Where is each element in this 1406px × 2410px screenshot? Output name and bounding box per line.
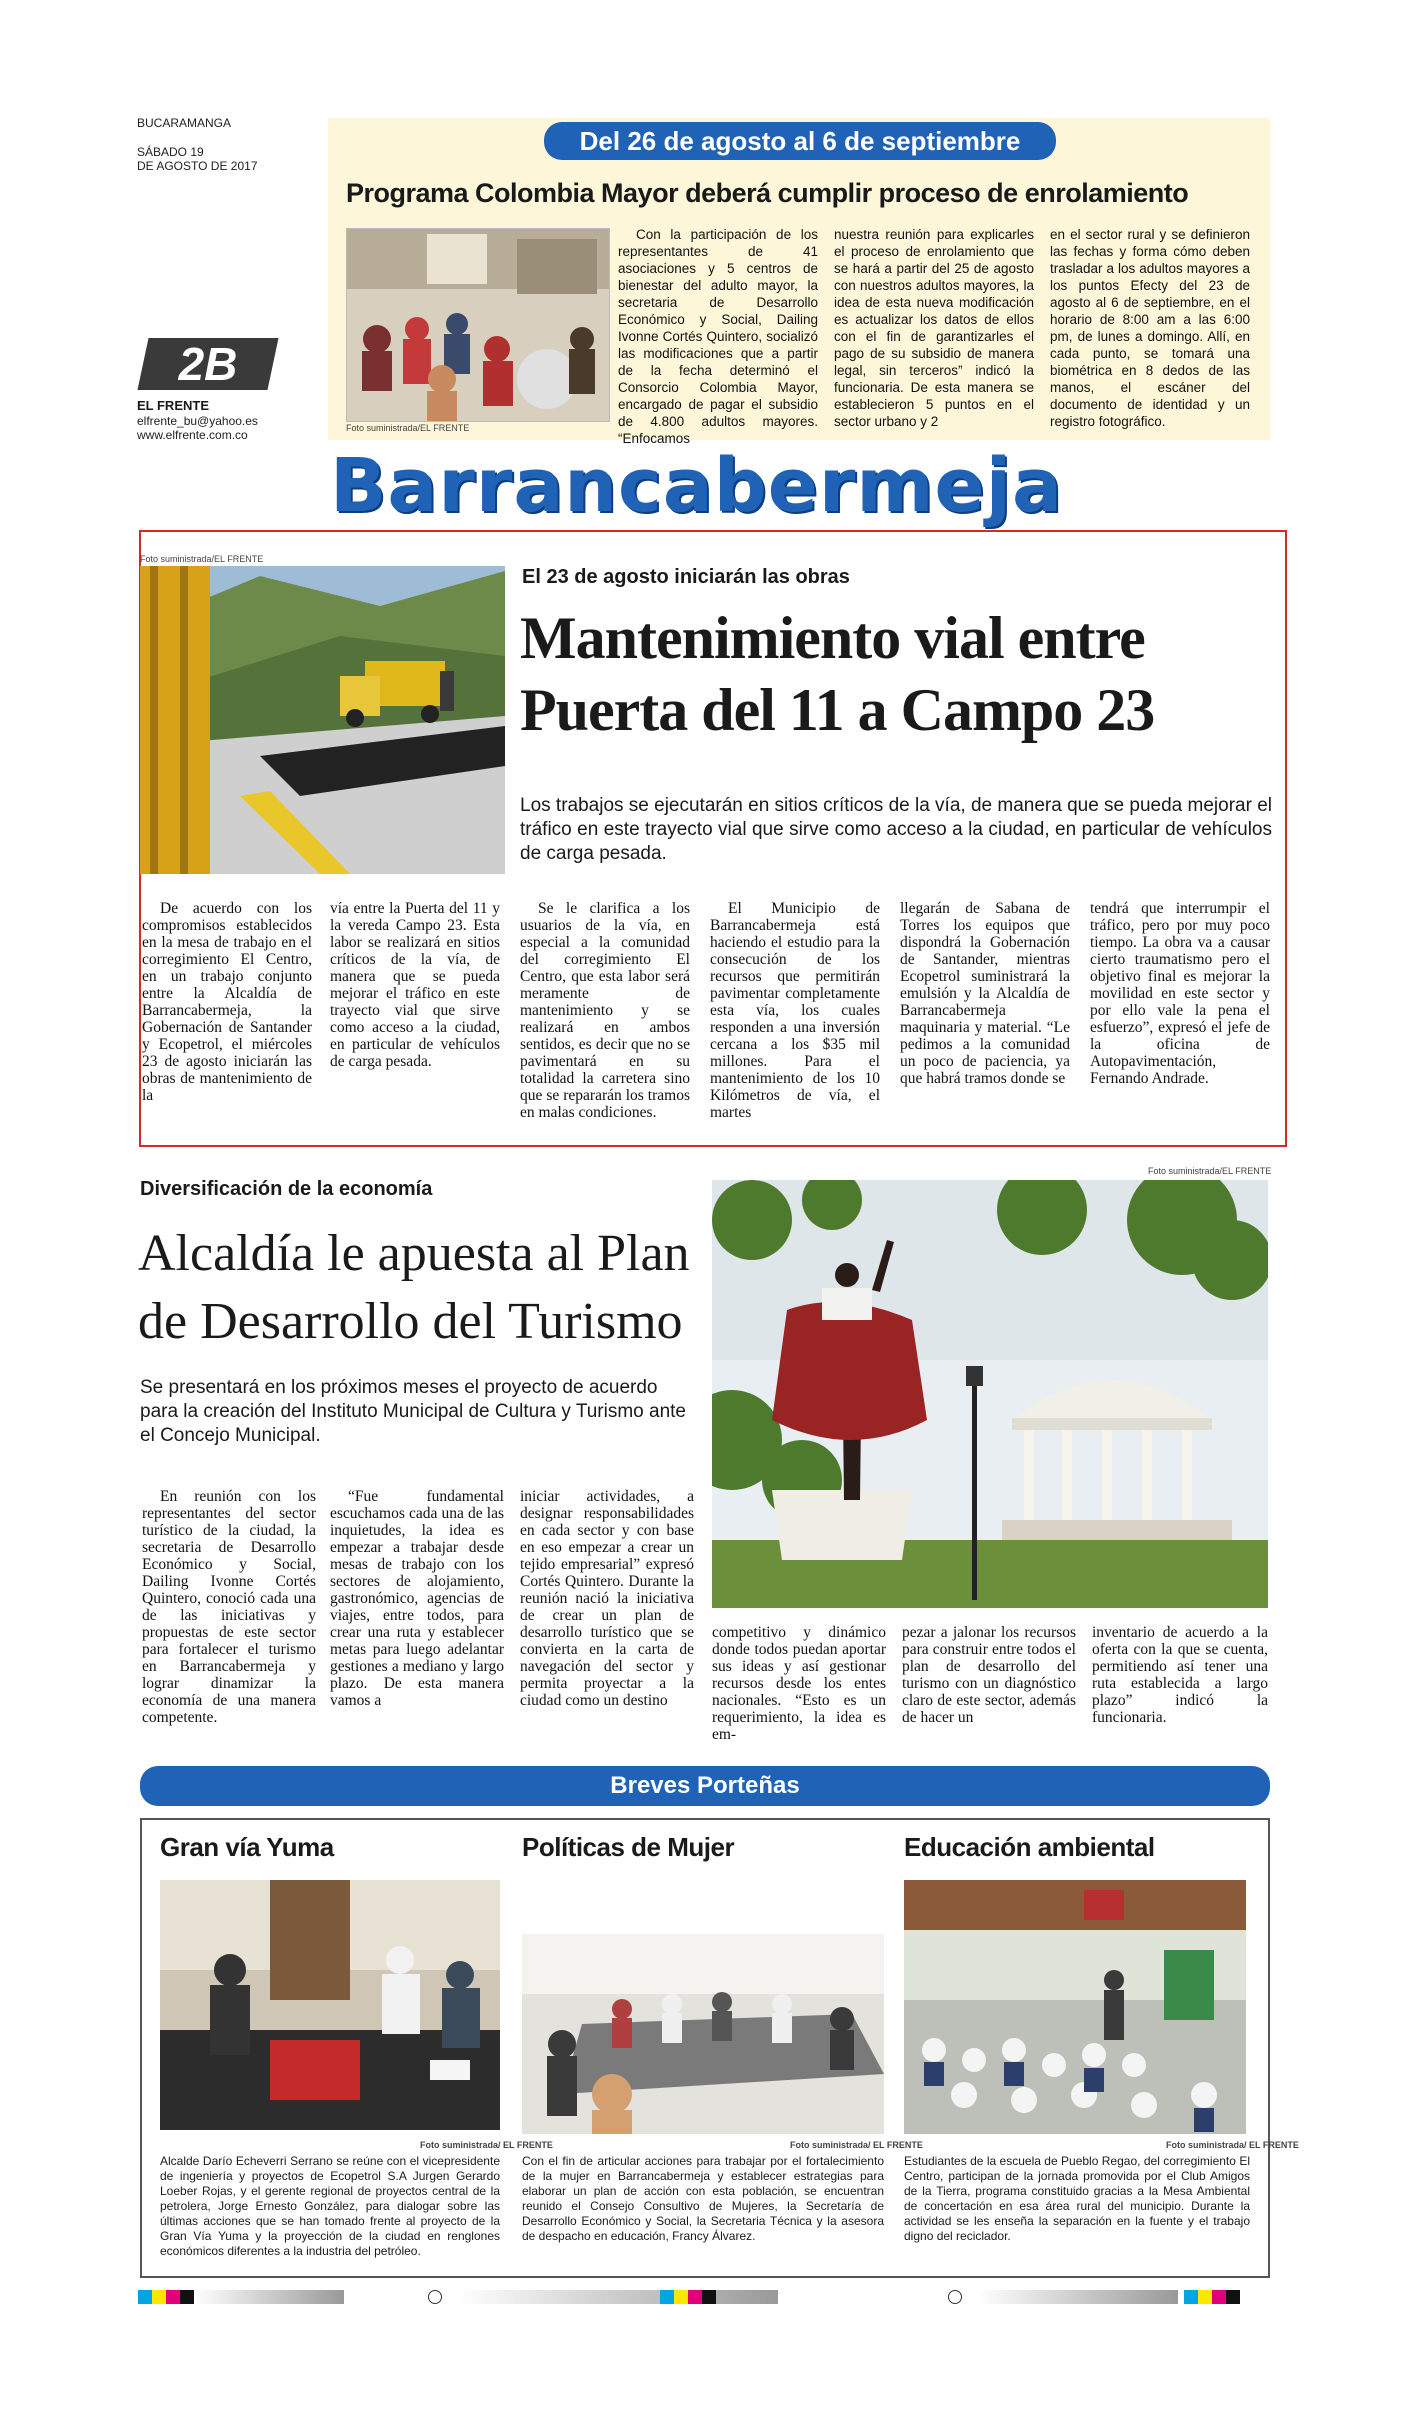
top-story-photo	[346, 228, 610, 422]
main-story-col-4-text: El Municipio de Barrancabermeja está haciendo el estudio para la consecución de los recursos que permitirán pavimentar completamente esta vía, los cuales responden a una inversión cercana a los $35 mil millones. Para el mantenimiento de los 10 Kilómetros de vía, el martes	[710, 900, 880, 1121]
breve-1-credit: Foto suministrada/ EL FRENTE	[420, 2140, 553, 2150]
top-story-box	[328, 118, 1270, 446]
tourism-col-6-text: inventario de acuerdo a la oferta con la que se cuenta, permitiendo así tener una ruta establecida a largo plazo” indicó la funcionaria.	[1092, 1624, 1268, 1726]
registration-mark-icon	[948, 2290, 962, 2304]
registration-mark-icon	[428, 2290, 442, 2304]
tourism-col-2-text: “Fue fundamental escuchamos cada una de las inquietudes, la idea es empezar a trabajar desde mesas de trabajo con los sectores de alojamiento, gastronómico, agencias de viajes, entre todos, para crear una ruta y establecer metas para luego adelantar gestiones a mediano y largo plazo. De esta manera vamos a	[330, 1488, 504, 1709]
meeting-photo-illustration	[347, 229, 609, 421]
date-banner: Del 26 de agosto al 6 de septiembre	[544, 122, 1056, 160]
date-line-2: DE AGOSTO DE 2017	[137, 159, 258, 173]
tourism-col-3-text: iniciar actividades, a designar responsabilidades en cada sector y con base en eso empezar a crear un tejido empresarial” expresó Cortés Quintero. Durante la reunión nació la iniciativa de crear un plan de desarrollo turístico que se convierta en la carta de navegación del sector y permita proyectar a la ciudad como un destino	[520, 1488, 694, 1709]
main-story-col-5	[900, 900, 1070, 1089]
main-story-headline-1: Mantenimiento vial entre	[520, 605, 1145, 671]
tourism-col-3	[520, 1488, 694, 1711]
top-story-col-3-text: en el sector rural y se definieron las fechas y forma cómo deben trasladar a los adultos mayores a los puntos Efecty del 23 de agosto al 6 de septiembre, en el horario de 8:00 am a las 6:00 pm, de lunes a domingo. Allí, en cada punto, se tomará una biométrica en 8 dedos de las manos, el escáner del documento de identidad y un registro fotográfico.	[1050, 227, 1250, 429]
tourism-col-2	[330, 1488, 504, 1711]
office-meeting-photo-illustration	[160, 1880, 500, 2130]
tourism-headline-2: de Desarrollo del Turismo	[138, 1293, 683, 1350]
main-story-col-1-text: De acuerdo con los compromisos establecidos en la mesa de trabajo en el corregimiento El Centro, en un trabajo conjunto entre la Alcaldía de Barrancabermeja, la Gobernación de Santander y Ecopetrol, el miércoles 23 de agosto iniciarán las obras de mantenimiento de la	[142, 900, 312, 1104]
tourism-col-1	[142, 1488, 316, 1728]
top-story-photo-credit: Foto suministrada/EL FRENTE	[346, 423, 470, 433]
main-story-photo	[140, 566, 505, 874]
email: elfrente_bu@yahoo.es	[137, 414, 258, 428]
monument-plaza-photo-illustration	[712, 1180, 1268, 1608]
tourism-photo	[712, 1180, 1268, 1608]
tourism-col-5-text: pezar a jalonar los recursos para construir entre todos el plan de desarrollo del turismo con un diagnóstico claro de este sector, además de hacer un	[902, 1624, 1076, 1726]
breve-2-caption: Con el fin de articular acciones para trabajar por el fortalecimiento de la mujer en Barrancabermeja y establecer estrategias para elaborar un plan de acción con esta población, se encuentran reunido el Consejo Consultivo de Mujeres, la Secretaría de Desarrollo Económico y Social, la Secretaria Técnica y la asesora de despacho en educación, Francy Álvarez.	[522, 2154, 884, 2243]
main-story-lead: Los trabajos se ejecutarán en sitios críticos de la vía, de manera que se pueda mejorar el tráfico en este trayecto vial que sirve como acceso a la ciudad, en particular de vehículos de carga pesada.	[520, 795, 1272, 864]
breve-1-photo	[160, 1880, 500, 2130]
top-story-col-2	[834, 226, 1034, 432]
main-story-col-5-text: llegarán de Sabana de Torres los equipos que dispondrá la Gobernación de Santander, mientras Ecopetrol suministrará la emulsión y la Alcaldía de Barrancabermeja maquinaria y material. “Le pedimos a la comunidad un poco de paciencia, ya que habrá tramos donde se	[900, 900, 1070, 1087]
main-story-col-2	[330, 900, 500, 1072]
top-story-col-1	[618, 226, 818, 449]
tourism-col-4-text: competitivo y dinámico donde todos puedan aportar sus ideas y así gestionar recursos desde los entes nacionales. “Esto es un requerimiento, la idea es em-	[712, 1624, 886, 1743]
page-code: 2B	[178, 338, 238, 390]
tourism-col-4	[712, 1624, 886, 1745]
breve-3-photo	[904, 1880, 1246, 2134]
main-story-col-6-text: tendrá que interrumpir el tráfico, pero por muy poco tiempo. La obra va a causar cierto traumatismo pero el objetivo final es mejorar la movilidad en este sector y por ello vale la pena el esfuerzo”, expresó el jefe de la oficina de Autopavimentación, Fernando Andrade.	[1090, 900, 1270, 1087]
top-story-col-2-text: nuestra reunión para explicarles el proceso de enrolamiento que se hará a partir del 25 de agosto con nuestros adultos mayores, la idea de esta nueva modificación es actualizar los datos de ellos con el fin de garantizarles el pago de su subsidio de manera legal, sin terceros” indicó la funcionaria. De esta manera se establecieron 5 puntos en el sector urbano y 2	[834, 227, 1034, 429]
tourism-photo-credit: Foto suministrada/EL FRENTE	[1148, 1166, 1272, 1176]
breve-2-credit: Foto suministrada/ EL FRENTE	[790, 2140, 923, 2150]
main-story-col-1	[142, 900, 312, 1106]
tourism-kicker: Diversificación de la economía	[140, 1178, 433, 1200]
main-story-col-4	[710, 900, 880, 1123]
breve-1-title: Gran vía Yuma	[160, 1832, 334, 1862]
breve-3-caption: Estudiantes de la escuela de Pueblo Regao, del corregimiento El Centro, participan de la jornada promovida por el Club Amigos de la Tierra, programa constituido gracias a la Mesa Ambiental de concertación en esa área rural del municipio. Durante la actividad se les enseña la separación en la fuente y el trabajo digno del reciclador.	[904, 2154, 1250, 2243]
women-council-meeting-photo-illustration	[522, 1934, 884, 2134]
tourism-col-1-text: En reunión con los representantes del sector turístico de la ciudad, la secretaria de Desarrollo Económico y Social, Dailing Ivonne Cortés Quintero, conoció cada una de las iniciativas y propuestas de este sector para fortalecer el turismo en Barrancabermeja y lograr dinamizar la economía de una manera competente.	[142, 1488, 316, 1726]
main-story-col-6	[1090, 900, 1270, 1089]
page-code-badge	[143, 338, 273, 390]
breve-3-credit: Foto suministrada/ EL FRENTE	[1166, 2140, 1299, 2150]
section-title: Barrancabermeja	[330, 443, 1063, 529]
top-story-title: Programa Colombia Mayor deberá cumplir proceso de enrolamiento	[346, 178, 1189, 208]
main-story-col-3-text: Se le clarifica a los usuarios de la vía, en especial a la comunidad del corregimiento El Centro, que esta labor será meramente de mantenimiento y se realizará en ambos sentidos, es decir que no se pavimentará en su totalidad la carretera sino que se repararán los tramos en malas condiciones.	[520, 900, 690, 1121]
print-registration-strip	[138, 2290, 1270, 2304]
top-story-col-3	[1050, 226, 1250, 432]
main-story-kicker: El 23 de agosto iniciarán las obras	[522, 566, 850, 588]
paper-name: EL FRENTE	[137, 398, 209, 413]
tourism-headline-1: Alcaldía le apuesta al Plan	[138, 1225, 690, 1282]
top-story-col-1-text: Con la participación de los representantes de 41 asociaciones y 5 centros de bienestar del adulto mayor, la secretaria de Desarrollo Económico y Social, Dailing Ivonne Cortés Quintero, socializó las modificaciones que a partir de la fecha determinó el Consorcio Colombia Mayor, encargado de pagar el subsidio de 4.800 adultos mayores. “Enfocamos	[618, 227, 818, 446]
main-story-col-3	[520, 900, 690, 1123]
breve-2-title: Políticas de Mujer	[522, 1832, 735, 1862]
tourism-col-5	[902, 1624, 1076, 1728]
school-children-photo-illustration	[904, 1880, 1246, 2134]
main-story-headline-2: Puerta del 11 a Campo 23	[520, 677, 1155, 743]
breves-banner: Breves Porteñas	[140, 1766, 1270, 1806]
main-story-col-2-text: vía entre la Puerta del 11 y la vereda Campo 23. Esta labor se realizará en sitios críticos de la vía, de manera que se pueda mejorar el tráfico en este trayecto vial que sirve como acceso a la ciudad, en particular de vehículos de carga pesada.	[330, 900, 500, 1070]
main-story-photo-credit: Foto suministrada/EL FRENTE	[140, 554, 264, 564]
website: www.elfrente.com.co	[137, 428, 248, 442]
date-line-1: SÁBADO 19	[137, 145, 204, 159]
tourism-lead: Se presentará en los próximos meses el proyecto de acuerdo para la creación del Instituto Municipal de Cultura y Turismo ante el Concejo Municipal.	[140, 1377, 686, 1446]
breve-1-caption: Alcalde Darío Echeverri Serrano se reúne con el vicepresidente de ingeniería y proyectos de Ecopetrol S.A Jurgen Gerardo Loeber Rojas, y el gerente regional de proyectos central de la petrolera, Jorge Ernesto González, para dialogar sobre las últimas acciones que se han tomado frente al proyecto de la Gran Vía Yuma y la proyección de la ciudad en renglones económicos diferentes a la industria del petróleo.	[160, 2154, 500, 2258]
road-truck-photo-illustration	[140, 566, 505, 874]
breve-3-title: Educación ambiental	[904, 1832, 1155, 1862]
tourism-col-6	[1092, 1624, 1268, 1728]
city-label: BUCARAMANGA	[137, 116, 232, 130]
breve-2-photo	[522, 1934, 884, 2134]
